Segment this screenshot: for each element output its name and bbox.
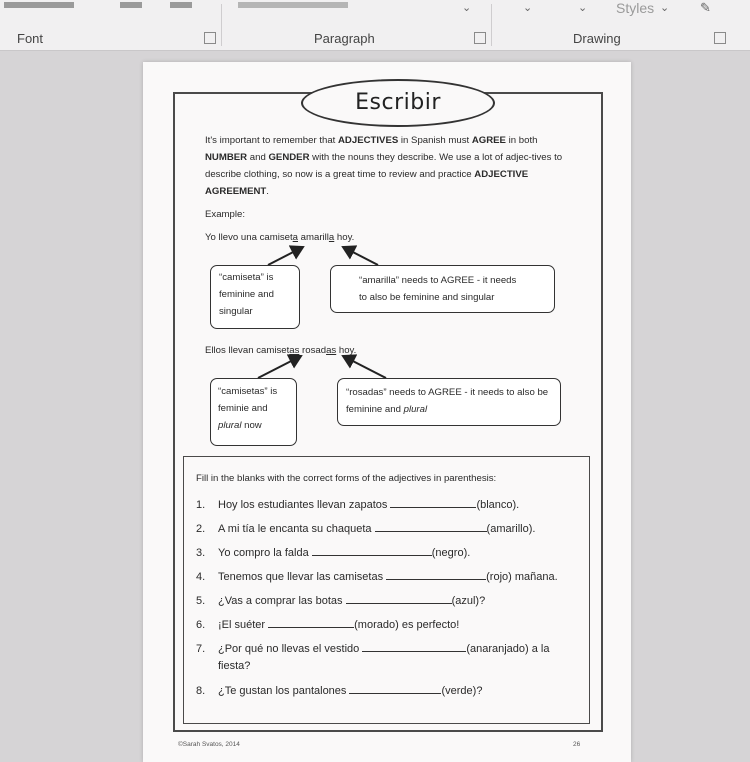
exercise-instructions: Fill in the blanks with the correct forms of the adjectives in parenthesis: <box>196 473 497 484</box>
item-number: 1. <box>196 499 206 511</box>
example-label: Example: <box>205 209 245 220</box>
worksheet-title: Escribir <box>301 79 495 127</box>
paint-icon[interactable]: ✎ <box>700 0 711 15</box>
item-number: 8. <box>196 685 206 697</box>
bubble-amarilla: “amarilla” needs to AGREE - it needs to also be feminine and singular <box>330 265 555 313</box>
item-text: Hoy los estudiantes llevan zapatos <box>218 499 391 511</box>
item-hint: (morado) es perfecto! <box>354 619 460 631</box>
dialog-launcher-icon[interactable] <box>204 32 216 44</box>
item-number: 2. <box>196 523 206 535</box>
exercise-item <box>196 568 558 586</box>
ribbon-control[interactable] <box>4 2 74 8</box>
text-run: “rosadas” needs to AGREE - it needs to also be feminine and <box>346 387 549 415</box>
ribbon-control[interactable] <box>170 2 192 8</box>
text-run: in Spanish must <box>398 135 472 146</box>
answer-blank[interactable] <box>390 496 476 508</box>
text-run: It's important to remember that <box>205 135 338 146</box>
text-run: with the nouns they describe. We use a lot of adjec-tives to describe clothing, so now is a great time to review and practice <box>205 152 563 180</box>
ribbon-group-font: Font <box>17 31 44 46</box>
item-continuation: fiesta? <box>218 660 251 672</box>
exercise-item <box>196 520 535 538</box>
text-run: amarill <box>298 232 329 243</box>
text-run: ADJECTIVE AGREEMENT <box>205 169 529 197</box>
item-hint: (verde)? <box>441 685 483 697</box>
arrow-camiseta <box>268 247 303 265</box>
chevron-down-icon[interactable]: ⌄ <box>660 2 670 14</box>
exercise-item <box>196 682 482 700</box>
dialog-launcher-icon[interactable] <box>714 32 726 44</box>
text-run: a <box>292 232 298 243</box>
item-hint: (amarillo). <box>486 523 536 535</box>
text-run: ADJECTIVES <box>338 135 399 146</box>
text-run: a <box>328 232 335 243</box>
item-hint: (azul)? <box>451 595 486 607</box>
bubble-rosadas <box>337 378 561 426</box>
item-text: A mi tía le encanta su chaqueta <box>218 523 375 535</box>
text-run: now <box>241 420 262 431</box>
footer-copyright: ©Sarah Svatos, 2014 <box>178 741 240 748</box>
text-run: and <box>247 152 269 163</box>
chevron-down-icon[interactable]: ⌄ <box>578 2 588 14</box>
ribbon-separator <box>491 4 492 46</box>
text-run: AGREE <box>471 135 506 146</box>
exercise-item <box>196 592 485 610</box>
ribbon-separator <box>221 4 222 46</box>
answer-blank[interactable] <box>268 616 354 628</box>
ribbon-control[interactable] <box>120 2 142 8</box>
item-text: ¡El suéter <box>218 619 269 631</box>
text-run: “camisetas” is feminie and <box>218 386 278 414</box>
item-text: ¿Por qué no llevas el vestido <box>218 643 363 655</box>
text-run: GENDER <box>268 152 310 163</box>
text-run: as <box>326 345 337 356</box>
item-hint: (negro). <box>431 547 471 559</box>
exercise-item <box>196 544 470 562</box>
text-run: Ellos llevan camiset <box>205 345 290 356</box>
dialog-launcher-icon[interactable] <box>474 32 486 44</box>
item-number: 3. <box>196 547 206 559</box>
item-text: ¿Vas a comprar las botas <box>218 595 346 607</box>
item-text: ¿Te gustan los pantalones <box>218 685 350 697</box>
ribbon <box>0 0 750 51</box>
answer-blank[interactable] <box>375 520 487 532</box>
item-text: Tenemos que llevar las camisetas <box>218 571 387 583</box>
bubble-camisetas <box>210 378 297 446</box>
arrow-rosadas <box>343 356 386 378</box>
text-run: . <box>266 186 269 197</box>
text-run: NUMBER <box>205 152 248 163</box>
chevron-down-icon[interactable]: ⌄ <box>523 2 533 14</box>
ribbon-group-paragraph: Paragraph <box>314 31 375 46</box>
arrow-amarilla <box>343 247 378 265</box>
text-run: hoy. <box>336 345 357 356</box>
item-hint: (blanco). <box>476 499 520 511</box>
bubble-camiseta: “camiseta” is feminine and singular <box>210 265 300 329</box>
text-run: rosad <box>299 345 327 356</box>
exercise-item <box>196 496 519 514</box>
styles-button[interactable]: Styles <box>616 0 655 16</box>
item-number: 7. <box>196 643 206 655</box>
text-run: as <box>289 345 300 356</box>
exercise-item <box>196 640 549 675</box>
exercise-box <box>183 456 590 724</box>
item-text: Yo compro la falda <box>218 547 312 559</box>
answer-blank[interactable] <box>312 544 432 556</box>
item-hint: (rojo) mañana. <box>486 571 558 583</box>
chevron-down-icon[interactable]: ⌄ <box>462 2 472 14</box>
text-run: Yo llevo una camiset <box>205 232 293 243</box>
ribbon-control[interactable] <box>238 2 348 8</box>
text-run: in both <box>505 135 538 146</box>
item-number: 6. <box>196 619 206 631</box>
item-number: 4. <box>196 571 206 583</box>
text-run: plural <box>218 420 242 431</box>
example-sentence-2 <box>205 342 356 359</box>
arrow-camisetas <box>258 356 301 378</box>
answer-blank[interactable] <box>386 568 486 580</box>
exercise-item <box>196 616 459 634</box>
answer-blank[interactable] <box>349 682 441 694</box>
item-hint: (anaranjado) a la <box>466 643 550 655</box>
ribbon-group-drawing: Drawing <box>573 31 621 46</box>
document-page[interactable] <box>143 62 631 762</box>
text-run: hoy. <box>334 232 355 243</box>
answer-blank[interactable] <box>362 640 466 652</box>
text-run: plural <box>403 404 428 415</box>
page-number: 26 <box>573 741 581 748</box>
answer-blank[interactable] <box>346 592 452 604</box>
item-number: 5. <box>196 595 206 607</box>
